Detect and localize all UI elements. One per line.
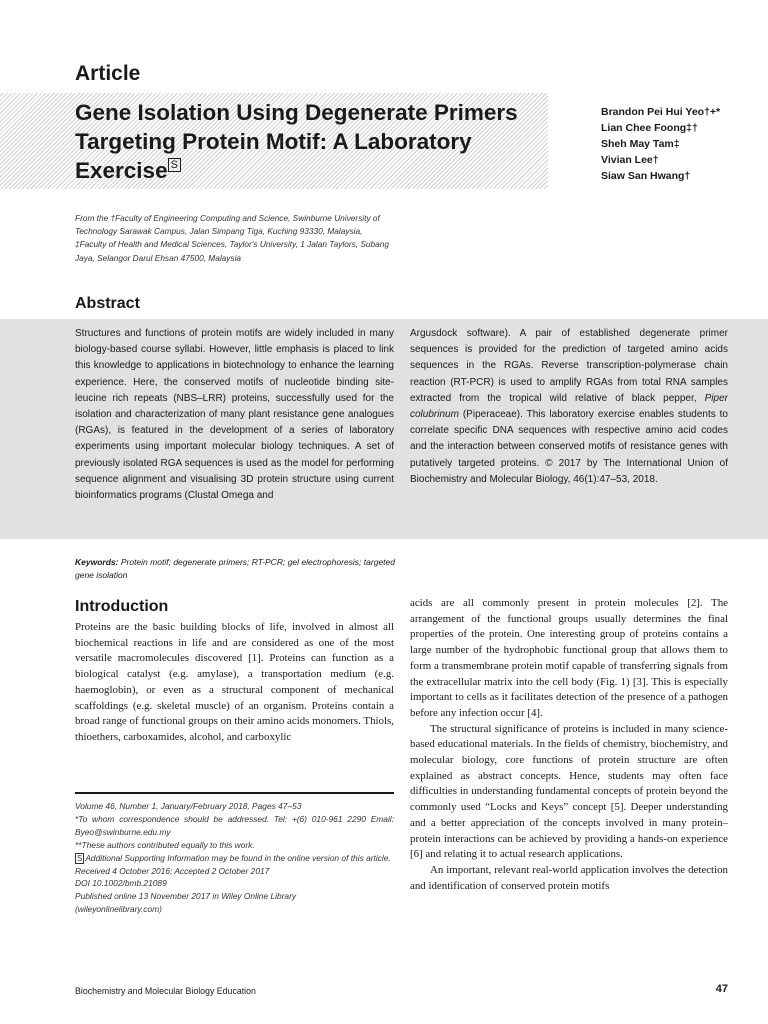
paragraph: An important, relevant real-world application involves the detection and identification of conserved protein motifs — [410, 863, 728, 892]
author-name: Siaw San Hwang† — [601, 170, 691, 182]
published-note: Published online 13 November 2017 in Wiley Online Library — [75, 891, 297, 902]
volume-info: Volume 46, Number 1, January/February 2018, Pages 47–53 — [75, 801, 302, 811]
title-line-2: Targeting Protein Motif: A Laboratory — [75, 129, 472, 154]
title-line-3-text: Exercise — [75, 158, 168, 183]
keywords-label: Keywords: — [75, 557, 119, 567]
author-name: Sheh May Tam‡ — [601, 138, 680, 150]
abstract-text: (Piperaceae). This laboratory exercise enables students to correlate specific DNA sequences with respective amino acid codes and the interaction between conserved motifs of resistance genes with putatively targeted proteins. © 2017 by The International Union of Biochemistry and Molecular Biology, 46(1):47–53, 2018. — [410, 409, 728, 485]
author-list — [601, 104, 720, 184]
author-name: Lian Chee Foong‡† — [601, 122, 698, 134]
author-name: Brandon Pei Hui Yeo†+* — [601, 106, 721, 118]
correspondence-note: *To whom correspondence should be addressed. Tel: +(6) 010-961 2290 Email: Byeo@swinburne.edu.my — [75, 813, 394, 837]
supporting-info-text: Additional Supporting Information may be found in the online version of this article. — [85, 852, 391, 863]
introduction-heading: Introduction — [75, 598, 169, 615]
footnote-divider — [75, 792, 394, 794]
species-name: Piper colubrinum — [410, 392, 728, 421]
keywords — [75, 556, 395, 582]
title-line-3 — [75, 156, 545, 185]
journal-name: Biochemistry and Molecular Biology Education — [75, 986, 256, 996]
abstract-text: Argusdock software). A pair of established degenerate primer sequences is provided for the prediction of targeted amino acids sequences in the RGAs. Reverse transcription-polymerase chain reaction (RT-PCR) is used to amplify RGAs from total RNA samples extracted from the tropical wild relative of black pepper, — [410, 328, 728, 404]
article-type-label: Article — [75, 62, 141, 85]
author-name: Vivian Lee† — [601, 154, 659, 166]
page-number: 47 — [715, 983, 728, 995]
received-date: Received 4 October 2016; Accepted 2 October 2017 — [75, 865, 270, 876]
keywords-text: Protein motif; degenerate primers; RT-PCR; gel electrophoresis; targeted gene isolation — [75, 557, 395, 580]
library-link[interactable]: (wileyonlinelibrary.com) — [75, 904, 162, 915]
supporting-info-note — [75, 852, 394, 865]
supporting-info-icon[interactable]: S — [168, 158, 181, 172]
abstract-heading: Abstract — [75, 295, 140, 312]
supporting-info-icon: S — [77, 853, 83, 863]
intro-right-column — [410, 596, 728, 894]
footnotes — [75, 800, 394, 916]
article-title — [75, 98, 545, 185]
paragraph: The structural significance of proteins is included in many science-based educational materials. In the fields of chemistry, biochemistry, and molecular biology, core functions of protein structure are often explained as abstract concepts. Hence, students may often face difficulties in understanding fundamental concepts of protein beyond the commonly used “Locks and Keys” concept [5]. Deeper understanding and a better appreciation of the concepts involved in many protein–protein interactions can be achieved by providing a hands-on experience [6] and relating it to actual research applications. — [410, 722, 728, 861]
title-line-1: Gene Isolation Using Degenerate Primers — [75, 100, 518, 125]
abstract-right-column — [410, 326, 728, 488]
intro-left-column — [75, 620, 394, 746]
doi-text[interactable]: DOI 10.1002/bmb.21089 — [75, 878, 167, 889]
abstract-left-column: Structures and functions of protein motifs are widely included in many biology-based course syllabi. However, little emphasis is placed to link this knowledge to applications in biotechnology to enhance the learning experience. Here, the conserved motifs of nucleotide binding site-leucine rich repeats (NBS–LRR) proteins, successfully used for the isolation and characterization of many plant resistance gene analogues (RGAs), is featured in the development of a series of laboratory experiments using important molecular biology techniques. A set of previously isolated RGA sequences is used as the model for performing sequence alignment and visualising 3D protein structure using current bioinformatics programs (Clustal Omega and — [75, 328, 394, 502]
affiliation-text: From the †Faculty of Engineering Computing and Science, Swinburne University of Technology Sarawak Campus, Jalan Simpang Tiga, Kuching 93330, Malaysia, ‡Faculty of Health and Medical Sciences, Taylor's University, 1 Jalan Taylors, Subang Jaya, Selangor Darul Ehsan 47500, Malaysia — [75, 213, 389, 263]
paragraph: acids are all commonly present in protein molecules [2]. The arrangement of the functional groups usually determines the final properties of the protein. One interesting group of proteins contains a large number of the hydrophobic functional group that allows them to form a transmembrane protein motif capable of transferring signals from the extracellular matrix into the cell body (Fig. 1) [3]. This is especially important to cells as it facilitates detection of the presence of a pathogen before any infection occur [4]. — [410, 597, 728, 719]
equal-contribution-note: **These authors contributed equally to this work. — [75, 839, 255, 850]
paragraph: Proteins are the basic building blocks of life, involved in almost all biochemical reactions in life and are considered as one of the most versatile macromolecules discovered [1]. Proteins can function as a biological catalyst (e.g. amylase), a transportation medium (e.g. haemoglobin), or even as a structural component of mechanical scaffoldings (e.g. skeletal muscle) of an organism. Proteins contain a broad range of functional groups on their amino acids monomers. Thiols, thioethers, carboxamides, alcohol, and carboxylic — [75, 621, 394, 743]
